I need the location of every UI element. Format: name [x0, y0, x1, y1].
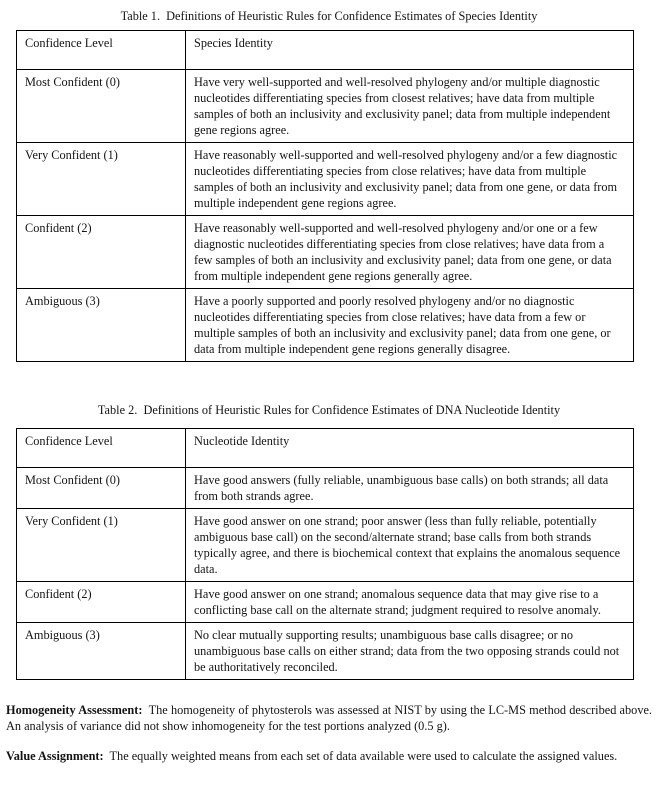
homogeneity-assessment-paragraph	[6, 702, 658, 734]
definition-cell: Have very well-supported and well-resolved phylogeny and/or multiple diagnostic nucleotides differentiating species from closest relatives; have data from multiple samples of both an inclusivity and exclusivity panel; data from multiple independent gene regions agree.	[186, 70, 634, 143]
definition-cell: Have reasonably well-supported and well-resolved phylogeny and/or one or a few diagnostic nucleotides differentiating species from close relatives; have data from a few samples of both an inclusivity and exclusivity panel; data from one gene, or data from multiple independent gene regions generally agree.	[186, 216, 634, 289]
homogeneity-assessment-label: Homogeneity Assessment:	[6, 703, 143, 717]
value-assignment-text: The equally weighted means from each set of data available were used to calculate the assigned values.	[103, 749, 618, 763]
table-row	[17, 289, 634, 362]
definition-cell: No clear mutually supporting results; unambiguous base calls disagree; or no unambiguous base calls on either strand; data from the two opposing strands could not be authoritatively reconciled.	[186, 623, 634, 680]
column-header-confidence-level: Confidence Level	[17, 31, 186, 70]
value-assignment-paragraph	[6, 748, 652, 764]
definition-cell: Have a poorly supported and poorly resolved phylogeny and/or no diagnostic nucleotides differentiating species from close relatives; have data from a few or multiple samples of both an inclusivity and exclusivity panel; data from one gene, or data from multiple independent gene regions generally disagree.	[186, 289, 634, 362]
table1-species-identity	[16, 30, 634, 362]
table-row	[17, 70, 634, 143]
definition-cell: Have good answers (fully reliable, unambiguous base calls) on both strands; all data from both strands agree.	[186, 468, 634, 509]
definition-cell: Have good answer on one strand; anomalous sequence data that may give rise to a conflicting base call on the alternate strand; judgment required to resolve anomaly.	[186, 582, 634, 623]
definition-cell: Have good answer on one strand; poor answer (less than fully reliable, potentially ambiguous base call) on the second/alternate strand; base calls from both strands typically agree, and there is biochemical context that explains the anomalous sequence data.	[186, 509, 634, 582]
table2-caption: Table 2. Definitions of Heuristic Rules for Confidence Estimates of DNA Nucleotide Identity	[97, 403, 561, 417]
column-header-species-identity: Species Identity	[186, 31, 634, 70]
value-assignment-label: Value Assignment:	[6, 749, 104, 763]
table-row	[17, 468, 634, 509]
confidence-level-cell: Most Confident (0)	[17, 468, 186, 509]
table1-caption: Table 1. Definitions of Heuristic Rules for Confidence Estimates of Species Identity	[120, 9, 538, 23]
definition-cell: Have reasonably well-supported and well-resolved phylogeny and/or a few diagnostic nucleotides differentiating species from close relatives; have data from multiple samples of both an inclusivity and exclusivity panel; data from one gene, or data from multiple independent gene regions agree.	[186, 143, 634, 216]
confidence-level-cell: Confident (2)	[17, 216, 186, 289]
table-row	[17, 216, 634, 289]
column-header-nucleotide-identity: Nucleotide Identity	[186, 429, 634, 468]
table2-header-row	[17, 429, 634, 468]
confidence-level-cell: Very Confident (1)	[17, 143, 186, 216]
table-row	[17, 623, 634, 680]
column-header-confidence-level: Confidence Level	[17, 429, 186, 468]
table2-nucleotide-identity	[16, 428, 634, 680]
confidence-level-cell: Very Confident (1)	[17, 509, 186, 582]
table-row	[17, 582, 634, 623]
homogeneity-assessment-text: The homogeneity of phytosterols was assessed at NIST by using the LC-MS method described above. An analysis of variance did not show inhomogeneity for the test portions analyzed (0.5 g).	[6, 703, 658, 733]
table-row	[17, 509, 634, 582]
confidence-level-cell: Ambiguous (3)	[17, 289, 186, 362]
table-row	[17, 143, 634, 216]
confidence-level-cell: Confident (2)	[17, 582, 186, 623]
confidence-level-cell: Most Confident (0)	[17, 70, 186, 143]
confidence-level-cell: Ambiguous (3)	[17, 623, 186, 680]
table1-header-row	[17, 31, 634, 70]
